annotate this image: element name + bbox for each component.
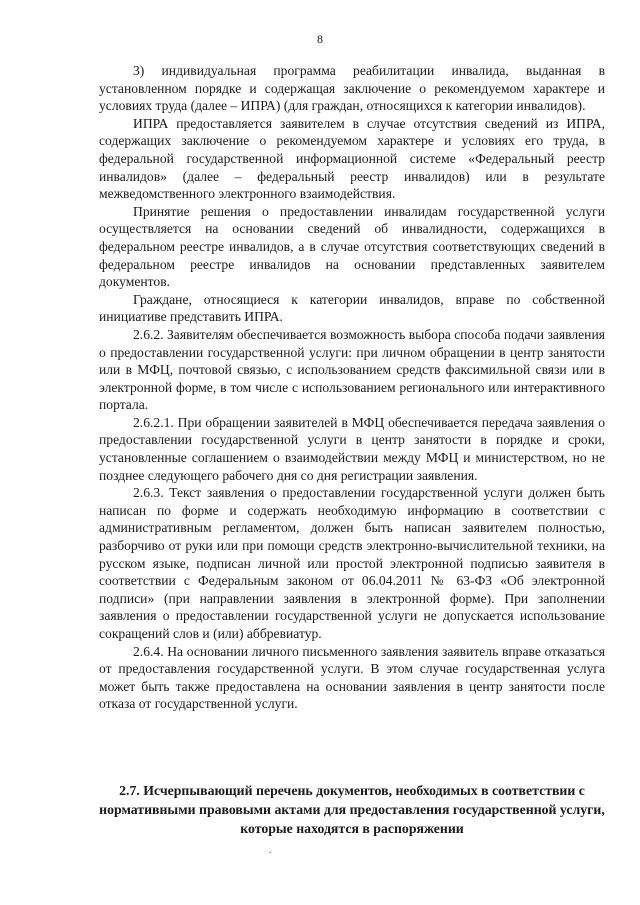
footer-mark: . — [269, 845, 272, 856]
paragraph-2-6-2-1: 2.6.2.1. При обращении заявителей в МФЦ обеспечивается передача заявления о предоставлении государственной услуги в центр занятости в порядке и сроки, установленные соглашением о взаимодействии между МФЦ и министерством, но не позднее следующего рабочего дня со дня регистрации заявления. — [99, 414, 605, 483]
paragraph-2-6-4: 2.6.4. На основании личного письменного заявления заявитель вправе отказаться от предоставления государственной услуги. В этом случае государственная услуга может быть также предоставлена на основании заявления в центр занятости после отказа от государственной услуги. — [99, 643, 605, 712]
paragraph-ipra-item: 3) индивидуальная программа реабилитации инвалида, выданная в установленном порядке и содержащая заключение о рекомендуемом характере и условиях труда (далее – ИПРА) (для граждан, относящихся к категории инвалидов). — [99, 63, 605, 114]
paragraph-citizens: Граждане, относящиеся к категории инвалидов, вправе по собственной инициативе представить ИПРА. — [99, 291, 605, 325]
page-number: 8 — [317, 32, 323, 46]
paragraph-decision: Принятие решения о предоставлении инвалидам государственной услуги осуществляется на основании сведений об инвалидности, содержащихся в федеральном реестре инвалидов, а в случае отсутствия соответствующих сведений в федеральном реестре инвалидов на основании представленных заявителем документов. — [99, 203, 605, 290]
document-body — [99, 62, 605, 713]
paragraph-2-6-2: 2.6.2. Заявителям обеспечивается возможность выбора способа подачи заявления о предоставлении государственной услуги: при личном обращении в центр занятости или в МФЦ, почтовой связью, с использованием средств факсимильной связи или в электронной форме, в том числе с использованием регионального или интерактивного портала. — [99, 326, 605, 413]
section-heading-2-7: 2.7. Исчерпывающий перечень документов, необходимых в соответствии с нормативными правовыми актами для предоставления государственной услуги, которые находятся в распоряжении — [99, 783, 605, 836]
paragraph-ipra-provision: ИПРА предоставляется заявителем в случае отсутствия сведений из ИПРА, содержащих заключение о рекомендуемом характере и условиях его труда, в федеральной государственной информационной системе «Федеральный реестр инвалидов» (далее – федеральный реестр инвалидов) или в результате межведомственного электронного взаимодействия. — [99, 115, 605, 202]
paragraph-2-6-3: 2.6.3. Текст заявления о предоставлении государственной услуги должен быть написан по форме и содержать необходимую информацию в соответствии с административным регламентом, должен быть написан заявителем полностью, разборчиво от руки или при помощи средств электронно-вычислительной техники, на русском языке, подписан личной или простой электронной подписью заявителя в соответствии с Федеральным законом от 06.04.2011 № 63-ФЗ «Об электронной подписи» (при направлении заявления в электронной форме). При заполнении заявления о предоставлении государственной услуги не допускается использование сокращений слов и (или) аббревиатур. — [99, 485, 605, 641]
